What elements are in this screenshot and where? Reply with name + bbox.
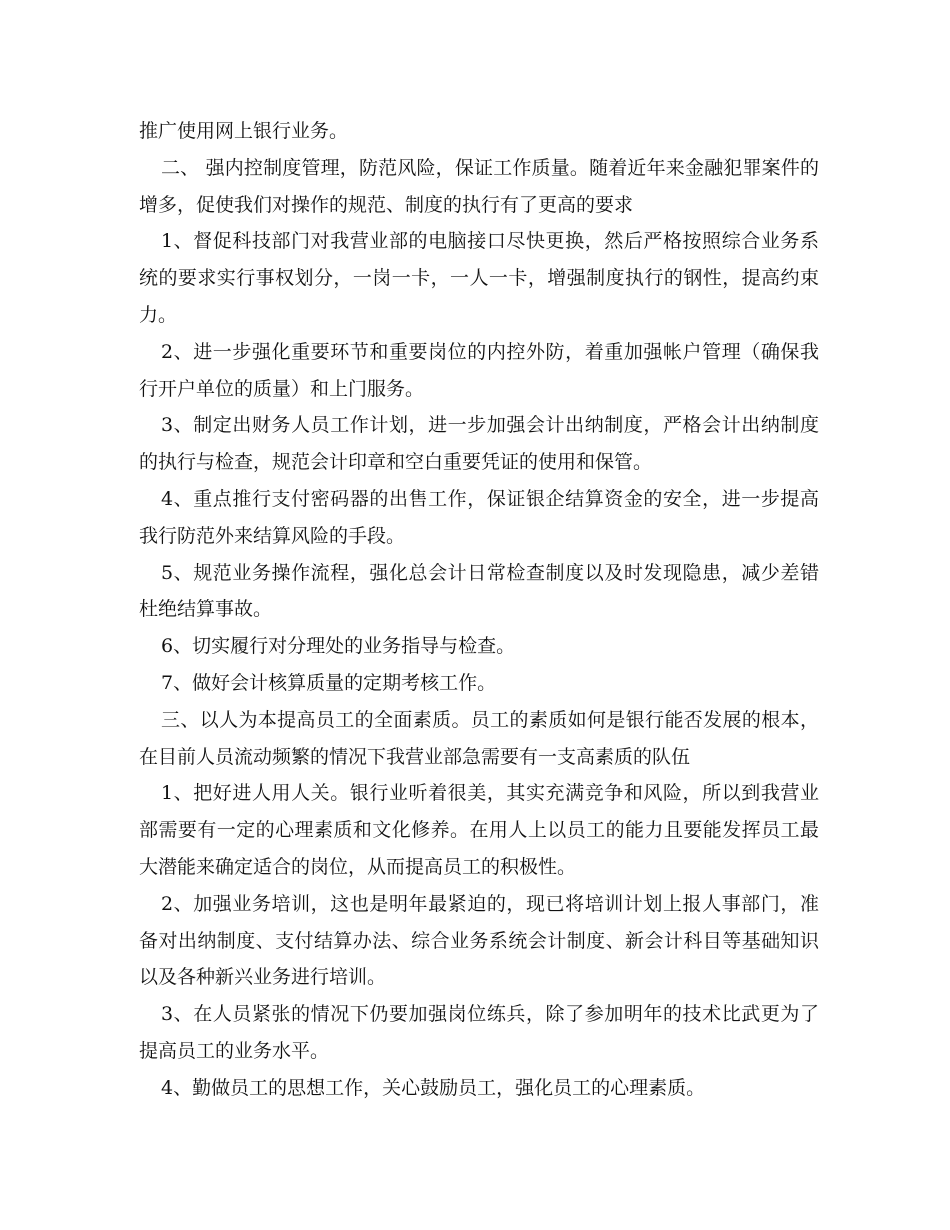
paragraph-1: 二、 强内控制度管理，防范风险，保证工作质量。随着近年来金融犯罪案件的增多，促使我们对操作的规范、制度的执行有了更高的要求 [139,156,819,216]
paragraph-13: 4、勤做员工的思想工作，关心鼓励员工，强化员工的心理素质。 [161,1076,706,1099]
document-body [139,113,819,1107]
paragraph-6: 5、规范业务操作流程，强化总会计日常检查制度以及时发现隐患，减少差错杜绝结算事故。 [139,561,819,621]
paragraph-3: 2、进一步强化重要环节和重要岗位的内控外防，着重加强帐户管理（确保我行开户单位的质量）和上门服务。 [139,340,819,400]
paragraph-11: 2、加强业务培训，这也是明年最紧迫的，现已将培训计划上报人事部门，准备对出纳制度、支付结算办法、综合业务系统会计制度、新会计科目等基础知识以及各种新兴业务进行培训。 [139,892,819,989]
paragraph-12: 3、在人员紧张的情况下仍要加强岗位练兵，除了参加明年的技术比武更为了提高员工的业务水平。 [139,1003,819,1062]
paragraph-8: 7、做好会计核算质量的定期考核工作。 [161,671,497,694]
paragraph-4: 3、制定出财务人员工作计划，进一步加强会计出纳制度，严格会计出纳制度的执行与检查，规范会计印章和空白重要凭证的使用和保管。 [139,414,819,474]
paragraph-9: 三、以人为本提高员工的全面素质。员工的素质如何是银行能否发展的根本，在目前人员流动频繁的情况下我营业部急需要有一支高素质的队伍 [139,708,819,768]
paragraph-0: 推广使用网上银行业务。 [139,120,349,142]
paragraph-7: 6、切实履行对分理处的业务指导与检查。 [161,635,516,658]
paragraph-10: 1、把好进人用人关。银行业听着很美，其实充满竞争和风险，所以到我营业部需要有一定的心理素质和文化修养。在用人上以员工的能力且要能发挥员工最大潜能来确定适合的岗位，从而提高员工的积极性。 [139,782,819,878]
paragraph-2: 1、督促科技部门对我营业部的电脑接口尽快更换，然后严格按照综合业务系统的要求实行事权划分，一岗一卡，一人一卡，增强制度执行的钢性，提高约束力。 [139,230,819,326]
paragraph-5: 4、重点推行支付密码器的出售工作，保证银企结算资金的安全，进一步提高我行防范外来结算风险的手段。 [139,487,819,547]
